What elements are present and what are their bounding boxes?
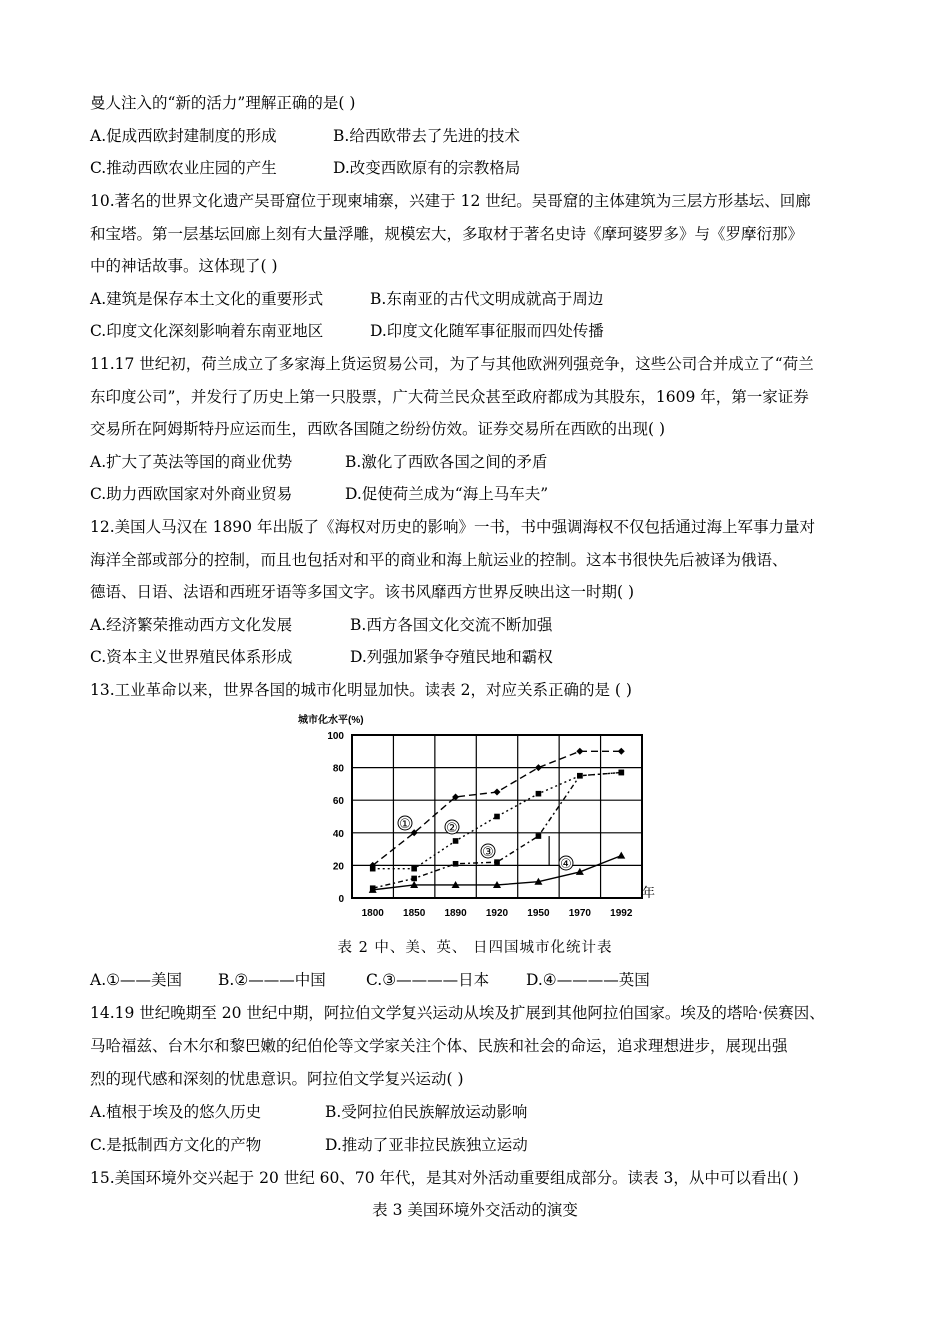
q10-stem-1: 10.著名的世界文化遗产吴哥窟位于现柬埔寨，兴建于 12 世纪。吴哥窟的主体建筑为三层方形基坛、回廊 (90, 192, 811, 210)
y-tick-label: 0 (338, 894, 344, 905)
data-point (618, 770, 624, 776)
y-tick-label: 100 (327, 731, 344, 742)
data-point (494, 789, 501, 796)
data-point (411, 866, 417, 872)
q9-stem-tail: 曼人注入的“新的活力”理解正确的是( ) (90, 94, 356, 112)
q11-stem-2: 东印度公司”，并发行了历史上第一只股票，广大荷兰民众甚至政府都成为其股东，1609 年，第一家证券 (90, 388, 809, 406)
data-point (535, 764, 542, 771)
urbanization-chart (290, 713, 670, 928)
q14-stem-2: 马哈福兹、台木尔和黎巴嫩的纪伯伦等文学家关注个体、民族和社会的命运，追求理想进步，展现出强 (90, 1037, 788, 1055)
x-tick-label: 1800 (361, 908, 384, 919)
data-point (453, 861, 459, 867)
data-point (576, 748, 583, 755)
chart-series (369, 748, 626, 893)
data-point (411, 876, 417, 882)
q11-option-b[interactable]: B.激化了西欧各国之间的矛盾 (345, 453, 548, 471)
series-label: ① (399, 816, 411, 831)
y-tick-label: 40 (332, 828, 344, 840)
q10-option-b[interactable]: B.东南亚的古代文明成就高于周边 (370, 290, 604, 308)
y-tick-label: 20 (332, 861, 344, 873)
series-line (373, 751, 622, 865)
q9-option-c[interactable]: C.推动西欧农业庄园的产生 (90, 159, 277, 177)
x-tick-label: 1970 (568, 908, 591, 919)
q13-stem: 13.工业革命以来，世界各国的城市化明显加快。读表 2，对应关系正确的是 ( ) (90, 681, 632, 699)
q12-stem-2: 海洋全部或部分的控制，而且也包括对和平的商业和海上航运业的控制。这本书很快先后被译为俄语、 (90, 551, 788, 569)
q11-option-a[interactable]: A.扩大了英法等国的商业优势 (90, 453, 293, 471)
q12-option-c[interactable]: C.资本主义世界殖民体系形成 (90, 648, 293, 666)
q14-stem-3: 烈的现代感和深刻的忧患意识。阿拉伯文学复兴运动( ) (90, 1070, 464, 1088)
q10-option-d[interactable]: D.印度文化随军事征服而四处传播 (370, 322, 604, 340)
q14-option-d[interactable]: D.推动了亚非拉民族独立运动 (325, 1136, 528, 1154)
q13-option-a[interactable]: A.①——美国 (90, 971, 183, 989)
data-point (370, 866, 376, 872)
q9-option-b[interactable]: B.给西欧带去了先进的技术 (333, 127, 520, 145)
q14-stem-1: 14.19 世纪晚期至 20 世纪中期，阿拉伯文学复兴运动从埃及扩展到其他阿拉伯国家。埃及的塔哈·侯赛因、 (90, 1004, 825, 1022)
q13-option-c[interactable]: C.③————日本 (366, 971, 490, 989)
chart-ylabel: 城市化水平(%) (298, 715, 364, 726)
table2-caption: 表 2 中、美、英、 日四国城市化统计表 (337, 940, 613, 956)
q9-option-d[interactable]: D.改变西欧原有的宗教格局 (333, 159, 521, 177)
x-tick-label: 1890 (444, 908, 467, 919)
data-point (618, 748, 625, 755)
q14-option-a[interactable]: A.植根于埃及的悠久历史 (90, 1103, 262, 1121)
q13-option-b[interactable]: B.②———中国 (218, 971, 326, 989)
chart-xlabel: 年 (642, 885, 656, 900)
q11-option-c[interactable]: C.助力西欧国家对外商业贸易 (90, 485, 293, 503)
q10-option-c[interactable]: C.印度文化深刻影响着东南亚地区 (90, 322, 324, 340)
data-point (453, 838, 459, 844)
q15-stem: 15.美国环境外交兴起于 20 世纪 60、70 年代，是其对外活动重要组成部分。读表 3，从中可以看出( ) (90, 1169, 799, 1187)
q12-option-d[interactable]: D.列强加紧争夺殖民地和霸权 (350, 648, 553, 666)
data-point (577, 773, 583, 779)
series-label: ③ (482, 844, 494, 859)
q12-option-b[interactable]: B.西方各国文化交流不断加强 (350, 616, 553, 634)
x-tick-label: 1920 (485, 908, 509, 919)
data-point (494, 814, 500, 820)
x-tick-label: 1850 (403, 908, 426, 919)
x-tick-label: 1950 (527, 908, 550, 919)
y-tick-label: 80 (332, 763, 344, 775)
q10-stem-3: 中的神话故事。这体现了( ) (90, 257, 278, 275)
q14-option-c[interactable]: C.是抵制西方文化的产物 (90, 1136, 262, 1154)
q14-option-b[interactable]: B.受阿拉伯民族解放运动影响 (325, 1103, 528, 1121)
table3-caption: 表 3 美国环境外交活动的演变 (372, 1201, 578, 1219)
data-point (617, 852, 625, 859)
q9-option-a[interactable]: A.促成西欧封建制度的形成 (90, 127, 277, 145)
q11-stem-1: 11.17 世纪初，荷兰成立了多家海上货运贸易公司，为了与其他欧洲列强竞争，这些公司合并成立了“荷兰 (90, 355, 814, 373)
series-label: ② (446, 820, 458, 835)
data-point (536, 833, 542, 839)
q12-option-a[interactable]: A.经济繁荣推动西方文化发展 (90, 616, 293, 634)
y-tick-label: 60 (332, 796, 344, 808)
q12-stem-3: 德语、日语、法语和西班牙语等多国文字。该书风靡西方世界反映出这一时期( ) (90, 583, 635, 601)
q10-stem-2: 和宝塔。第一层基坛回廊上刻有大量浮雕，规模宏大，多取材于著名史诗《摩珂婆罗多》与《罗摩衍那》 (90, 225, 804, 243)
data-point (536, 791, 542, 797)
q11-stem-3: 交易所在阿姆斯特丹应运而生，西欧各国随之纷纷仿效。证券交易所在西欧的出现( ) (90, 420, 666, 438)
q10-option-a[interactable]: A.建筑是保存本土文化的重要形式 (90, 290, 324, 308)
q12-stem-1: 12.美国人马汉在 1890 年出版了《海权对历史的影响》一书，书中强调海权不仅包括通过海上军事力量对 (90, 518, 815, 536)
x-tick-label: 1992 (610, 908, 633, 919)
series-label: ④ (560, 856, 572, 871)
data-point (494, 859, 500, 865)
q11-option-d[interactable]: D.促使荷兰成为“海上马车夫” (345, 485, 549, 503)
q13-option-d[interactable]: D.④————英国 (526, 971, 650, 989)
